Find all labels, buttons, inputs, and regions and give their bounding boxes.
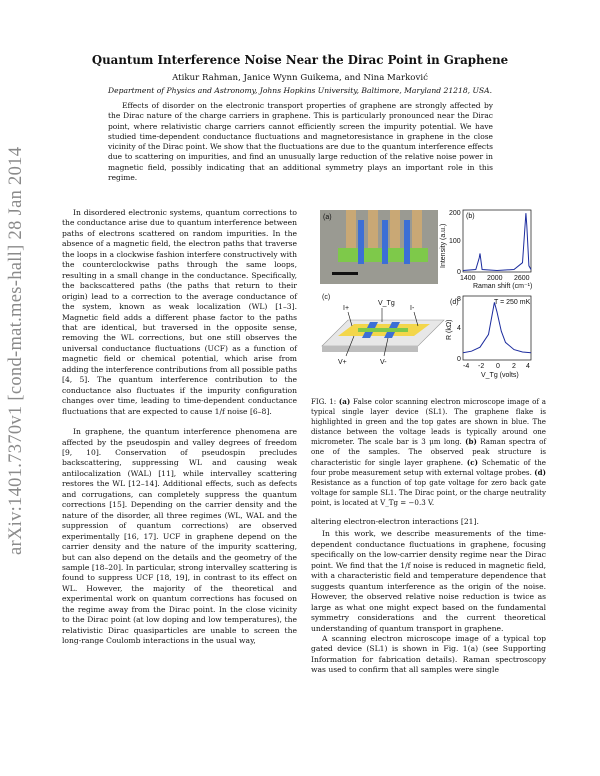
ytick: 8 [457, 296, 461, 303]
probe-label: V_Tg [378, 300, 395, 307]
scale-bar [332, 272, 358, 275]
paragraph: altering electron-electron interactions [21]. [311, 517, 479, 526]
paragraph: A scanning electron microscope image of a typical top gated device (SL1) is shown in Fig. 1(a) (see Supporting Information for fabrication details). Raman spectroscopy was used to confirm that all samples were single [311, 633, 546, 675]
x-axis-label: V_Tg (volts) [481, 372, 519, 379]
caption-tag: (c) [466, 457, 478, 467]
ytick: 0 [457, 269, 461, 276]
figure-caption [311, 397, 546, 508]
annotation: T = 250 mK [494, 299, 531, 306]
xtick: 4 [526, 363, 530, 370]
xtick: -4 [463, 363, 470, 370]
paragraph: In graphene, the quantum interference phenomena are affected by the pseudospin and valley degrees of freedom [9, 10]. Conservation of pseudospin precludes backscattering, suppressing WL and causing weak antilocalization (WAL) [11], while intervalley scattering restores the WL [12–14]. Additional effects, such as defects and corrugations, can completely suppress the quantum corrections [15]. Depending on the carrier density and the nature of the disorder, all three regimes (WL, WAL and the suppression of quantum corrections) are observed experimentally [16, 17]. UCF in graphene depend on the carrier density and the nature of the impurity scattering, but can also depend on the details and the geometry of the sample [18–20]. In particular, strong intervalley scattering is found to suppress UCF [18, 19], in contrast to its effect on WL. However, the majority of the theoretical and experimental work on quantum corrections has focused on the regime away from the Dirac point. In the close vicinity to the Dirac point (at low doping and low temperatures), the relativistic Dirac quasiparticles are unable to screen the long-range Coulomb interactions in the usual way, [62, 427, 297, 646]
x-axis-label: Raman shift (cm⁻¹) [473, 283, 533, 290]
caption-tag: (a) [338, 397, 351, 406]
probe-label: V+ [338, 359, 347, 366]
y-axis-label: R (kΩ) [446, 319, 453, 340]
paragraph: In disordered electronic systems, quantum corrections to the conductance arise due to quantum interference between paths of electrons scattered on random impurities. In the absence of a magnetic field, the electron paths that traverse the loops in a clockwise fashion interfere constructively with the counterclockwise paths through the same loops, resulting in a small change in the conductance. Specifically, the backscattered paths (the paths that return to their origin) lead to a correction to the average conductance of the system, known as weak localization (WL) [1–3]. Magnetic field adds a different phase factor to the paths that are identical, but traversed in the opposite sense, removing the WL corrections, but one still observes the universal conductance fluctuations (UCF) as a function of magnetic field or chemical potential, which arise from adding the interference contributions from all possible paths [4, 5]. The quantum interference contribution to the conductance also fluctuates if the impurity configuration changes over time, leading to time-dependent conductance fluctuations that are expected to cause 1/f noise [6–8]. [62, 208, 298, 416]
caption-tag: (b) [465, 437, 477, 447]
paragraph: In this work, we describe measurements of the time-dependent conductance fluctuations in graphene, focusing specifically on the low-carrier density regime near the Dirac point. We find that the 1/f noise is reduced in magnetic field, with a characteristic field and temperature dependence that suggests quantum interference as the origin of the noise. However, the observed relative noise reduction is twice as large as what one might expect based on the fundamental symmetry considerations and the current theoretical understanding of quantum transport in graphene. [311, 529, 546, 633]
panel-a-sem-image [320, 210, 438, 284]
arxiv-stamp: arXiv:1401.7370v1 [cond-mat.mes-hall] 28 Jan 2014 [6, 146, 26, 555]
affiliation: Department of Physics and Astronomy, Johns Hopkins University, Baltimore, Maryland 21218, USA. [108, 86, 492, 95]
caption-text: Raman spectra of one of the samples. The observed peak structure is characteristic for single layer graphene. [311, 437, 546, 467]
left-column [62, 208, 297, 647]
xtick: 2000 [487, 275, 503, 282]
ytick: 4 [457, 325, 461, 332]
probe-label: I- [410, 305, 415, 312]
caption-label: FIG. 1: [311, 397, 337, 406]
ytick: 200 [449, 210, 461, 217]
author-list: Atikur Rahman, Janice Wynn Guikema, and Nina Marković [172, 73, 428, 83]
ytick: 0 [457, 356, 461, 363]
xtick: -2 [478, 363, 485, 370]
figure-1 [318, 208, 538, 386]
panel-label-c: (c) [322, 294, 331, 301]
xtick: 2 [512, 363, 516, 370]
paper-title: Quantum Interference Noise Near the Dirac Point in Graphene [91, 53, 509, 67]
xtick: 2600 [514, 275, 530, 282]
resistance-curve [463, 302, 531, 352]
caption-tag: (d) [534, 467, 546, 477]
panel-b-raman [440, 210, 532, 290]
caption-text: Resistance as a function of top gate voltage for zero back gate voltage for sample SL1. The Dirac point, or the charge neutrality point, is located at V_Tg = −0.3 V. [311, 477, 546, 507]
caption-text: False color scanning electron microscope image of a typical single layer device (SL1). The graphene flake is highlighted in green and the top gates are shown in blue. The distance between the voltage leads is typically around one micrometer. The scale bar is 3 μm long. [311, 397, 547, 447]
probe-label: V- [380, 359, 387, 366]
right-column [311, 517, 546, 676]
ytick: 100 [449, 238, 461, 245]
xtick: 0 [496, 363, 500, 370]
panel-label-d: (d) [450, 299, 459, 306]
y-axis-label: Intensity (a.u.) [440, 223, 447, 268]
abstract: Effects of disorder on the electronic transport properties of graphene are strongly affected by the Dirac nature of the charge carriers in graphene. This is particularly pronounced near the Dirac point, where relativistic charge carriers cannot efficiently screen the impurity potential. We have studied time-dependent conductance fluctuations and magnetoresistance in graphene in the close vicinity of the Dirac point. We show that the fluctuations are due to the quantum interference effects due to scattering on impurities, and find an unusually large reduction of the relative noise power in magnetic field, possibly indicating that an additional symmetry plays an important role in this regime. [108, 101, 493, 183]
xtick: 1400 [460, 275, 476, 282]
probe-label: I+ [343, 305, 350, 312]
panel-d-resistance [446, 296, 531, 379]
raman-spectrum-line [463, 213, 531, 270]
figure-1-graphic [318, 208, 538, 386]
caption-text: Schematic of the four probe measurement setup with external voltage probes. [311, 457, 546, 477]
panel-c-schematic [322, 294, 444, 366]
panel-label-b: (b) [466, 213, 475, 220]
panel-label-a: (a) [323, 214, 332, 221]
